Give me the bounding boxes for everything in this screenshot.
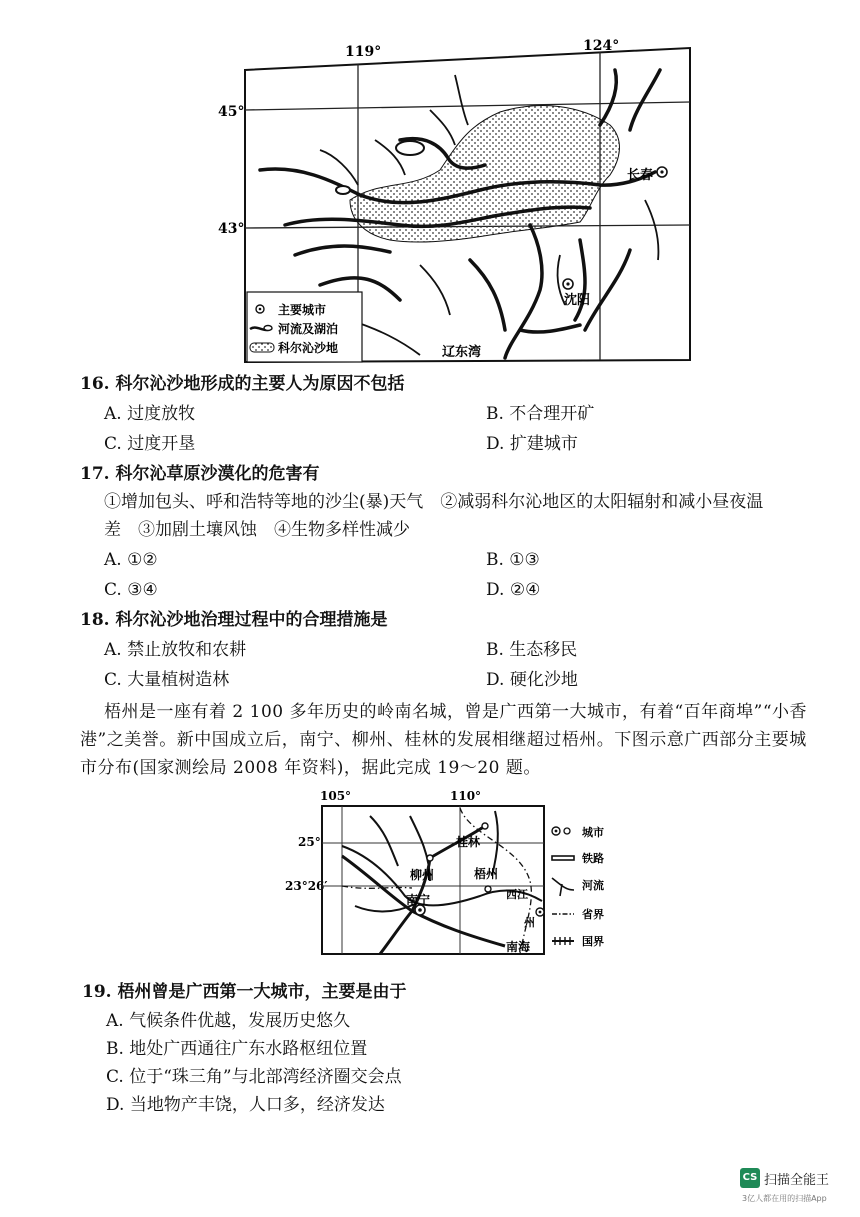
q16-option-c[interactable]: C. 过度开垦 (104, 434, 196, 454)
city-guilin (456, 823, 488, 849)
city-label-wuzhou: 梧州 (474, 867, 499, 881)
lake-dalinor (396, 141, 424, 155)
passage-line-1: 梧州是一座有着 2 100 多年历史的岭南名城，曾是广西第一大城市，有着“百年商埠”“小香 (104, 702, 808, 722)
q18-option-b[interactable]: B. 生态移民 (486, 640, 578, 660)
city-label-guilin: 桂林 (456, 835, 481, 849)
bay-label: 辽东湾 (442, 345, 482, 360)
lat-label-25: 25° (298, 835, 321, 849)
q16-stem: 16. 科尔沁沙地形成的主要人为原因不包括 (80, 374, 405, 394)
q16-option-b[interactable]: B. 不合理开矿 (486, 404, 595, 424)
river-label-xijiang: 西江 (506, 888, 528, 901)
lon-label-105: 105° (320, 789, 352, 803)
camscanner-watermark (740, 1168, 850, 1208)
q16-option-a[interactable]: A. 过度放牧 (104, 404, 196, 424)
lon-label-124: 124° (583, 38, 620, 54)
lon-label-119: 119° (345, 44, 382, 60)
lon-label-110: 110° (450, 789, 482, 803)
sandy-land-area (350, 106, 619, 243)
q19-option-d[interactable]: D. 当地物产丰饶，人口多，经济发达 (106, 1095, 385, 1115)
q18-option-c[interactable]: C. 大量植树造林 (104, 670, 230, 690)
q17-statement-line-2: 差 ③加剧土壤风蚀 ④生物多样性减少 (104, 520, 410, 540)
sea-label-nanhai: 南海 (506, 940, 531, 954)
q17-option-d[interactable]: D. ②④ (486, 580, 541, 600)
legend-sand-label: 科尔沁沙地 (278, 341, 339, 355)
q19-option-c[interactable]: C. 位于“珠三角”与北部湾经济圈交会点 (106, 1067, 402, 1087)
city-wuzhou (474, 866, 498, 892)
city-guangzhou (523, 908, 544, 929)
legend-river-label: 河流及湖泊 (278, 322, 339, 336)
city-label-zhou: 州 (524, 916, 535, 929)
legend-national: 国界 (582, 935, 604, 948)
watermark-tagline: 3亿人都在用的扫描App (742, 1194, 827, 1203)
legend-railway: 铁路 (582, 852, 604, 865)
lat-label-43: 43° (218, 221, 245, 237)
legend-city-label: 主要城市 (278, 303, 327, 317)
legend-river: 河流 (582, 879, 604, 892)
horqin-map (200, 30, 700, 370)
city-changchun (627, 167, 667, 183)
q18-option-a[interactable]: A. 禁止放牧和农耕 (104, 640, 247, 660)
q16-option-d[interactable]: D. 扩建城市 (486, 434, 578, 454)
city-nanning (406, 892, 430, 915)
lat-label-45: 45° (218, 104, 245, 120)
city-label-shenyang: 沈阳 (564, 293, 591, 308)
q19-option-a[interactable]: A. 气候条件优越，发展历史悠久 (106, 1011, 351, 1031)
city-liuzhou (410, 855, 434, 882)
q17-option-b[interactable]: B. ①③ (486, 550, 540, 570)
q19-option-b[interactable]: B. 地处广西通往广东水路枢纽位置 (106, 1039, 368, 1059)
q19-stem: 19. 梧州曾是广西第一大城市，主要是由于 (82, 982, 407, 1002)
city-label-changchun: 长春 (627, 168, 654, 183)
map2-legend (552, 825, 604, 948)
map2-province-boundary (460, 808, 531, 954)
city-label-liuzhou: 柳州 (410, 868, 435, 882)
passage-line-2: 港”之美誉。新中国成立后，南宁、柳州、桂林的发展相继超过梧州。下图示意广西部分主要城 (80, 730, 807, 750)
q18-stem: 18. 科尔沁沙地治理过程中的合理措施是 (80, 610, 388, 630)
watermark-app-name: 扫描全能王 (764, 1173, 830, 1188)
map1-legend (247, 292, 362, 362)
q17-option-c[interactable]: C. ③④ (104, 580, 158, 600)
q17-option-a[interactable]: A. ①② (104, 550, 158, 570)
lake-small (336, 186, 350, 194)
lat-label-2326: 23°26′ (285, 879, 328, 893)
legend-city: 城市 (582, 826, 604, 839)
legend-province: 省界 (582, 908, 604, 921)
city-label-nanning: 南宁 (406, 893, 431, 907)
camscanner-logo: CS (740, 1168, 760, 1188)
passage-line-3: 市分布(国家测绘局 2008 年资料)，据此完成 19～20 题。 (80, 758, 541, 778)
guangxi-map (280, 786, 620, 962)
q17-stem: 17. 科尔沁草原沙漠化的危害有 (80, 464, 320, 484)
q17-statement-line-1: ①增加包头、呼和浩特等地的沙尘(暴)天气 ②减弱科尔沁地区的太阳辐射和减小昼夜温 (104, 492, 764, 512)
q18-option-d[interactable]: D. 硬化沙地 (486, 670, 578, 690)
